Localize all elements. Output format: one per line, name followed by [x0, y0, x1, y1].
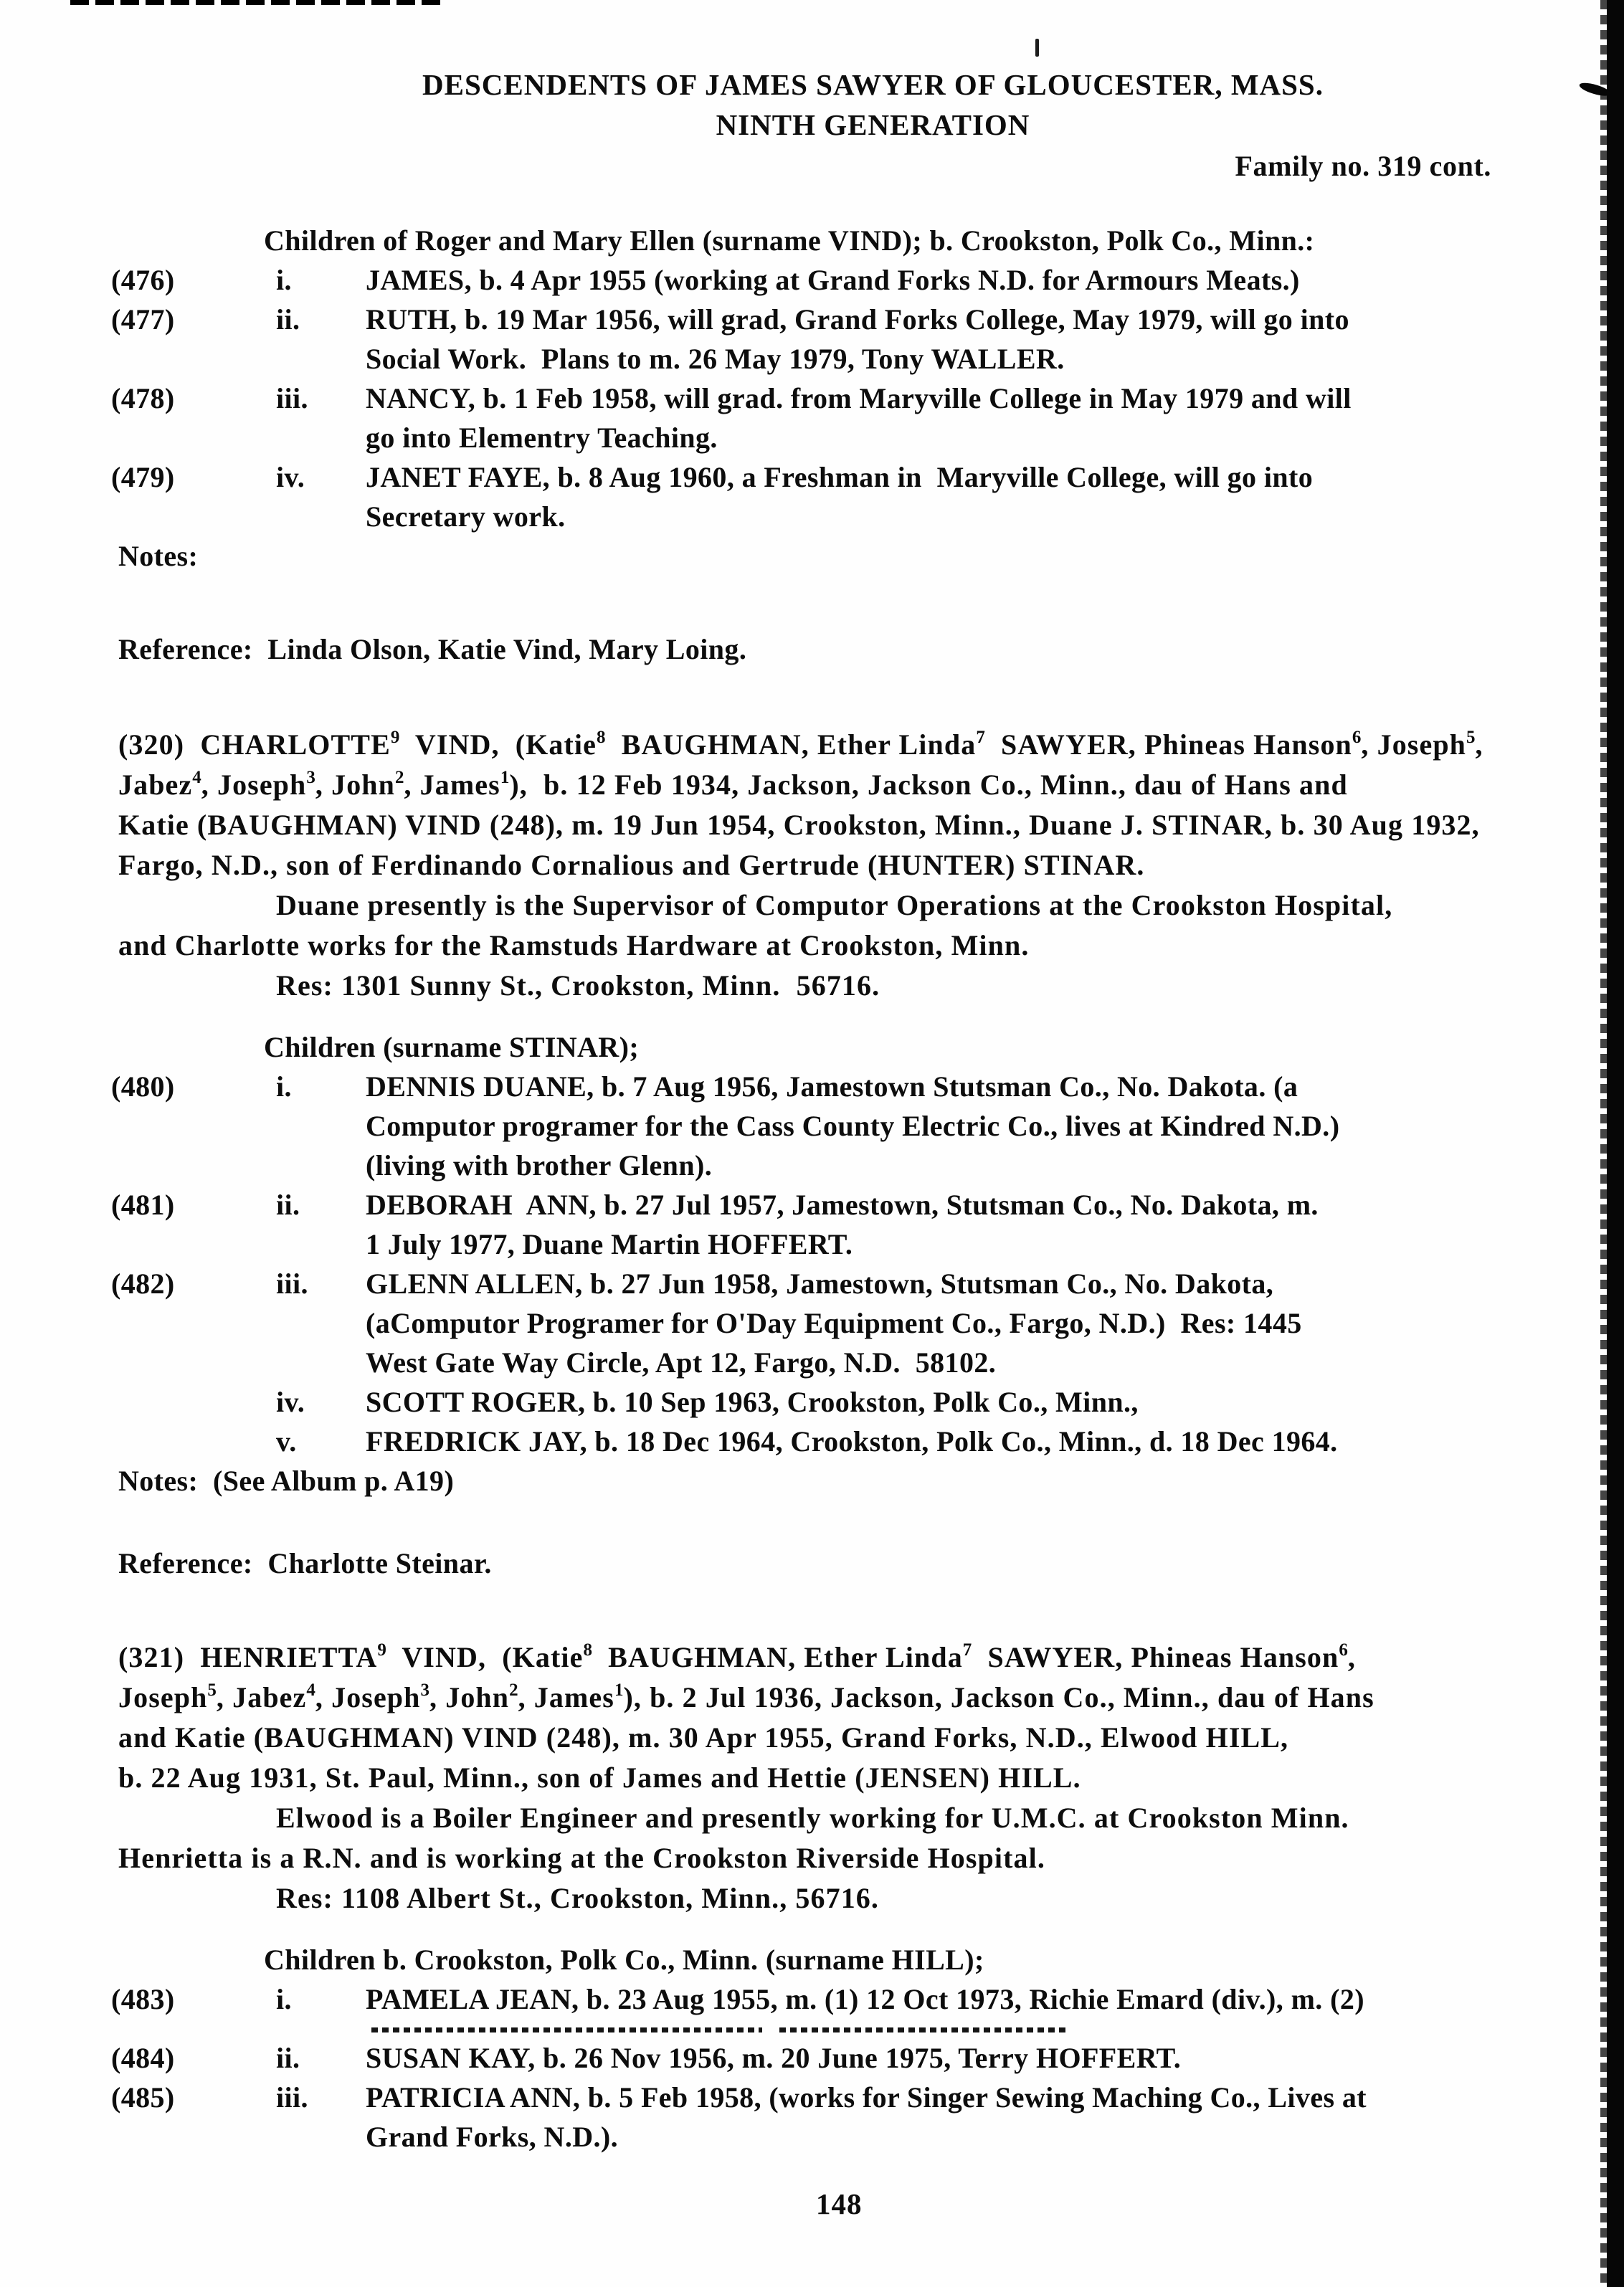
entry-roman: iii. [276, 2081, 308, 2114]
para-line: Elwood is a Boiler Engineer and presently working for U.M.C. at Crookston Minn. [276, 1802, 1349, 1834]
document-title-line2: NINTH GENERATION [716, 108, 1030, 141]
para-line: b. 22 Aug 1931, St. Paul, Minn., son of James and Hettie (JENSEN) HILL. [118, 1761, 1081, 1794]
entry-text: DENNIS DUANE, b. 7 Aug 1956, Jamestown Stutsman Co., No. Dakota. (a [366, 1070, 1298, 1103]
family-321-section [0, 1637, 1624, 2157]
child-entry-483 [0, 1979, 1624, 2019]
entry-roman: iii. [276, 382, 308, 414]
entry-number: (483) [111, 1983, 175, 2015]
entry-text: go into Elementry Teaching. [366, 422, 718, 454]
dash-segment [779, 2027, 1066, 2032]
entry-number: (485) [111, 2081, 175, 2114]
document-title-line1: DESCENDENTS OF JAMES SAWYER OF GLOUCESTER, MASS. [422, 68, 1324, 101]
entry-text: PAMELA JEAN, b. 23 Aug 1955, m. (1) 12 Oct 1973, Richie Emard (div.), m. (2) [366, 1983, 1364, 2015]
entry-text: SUSAN KAY, b. 26 Nov 1956, m. 20 June 1975, Terry HOFFERT. [366, 2042, 1182, 2074]
child-entry-476 [0, 260, 1624, 300]
child-entry-482 [0, 1264, 1624, 1382]
entry-text: SCOTT ROGER, b. 10 Sep 1963, Crookston, Polk Co., Minn., [366, 1386, 1139, 1418]
family-320-section [0, 725, 1624, 1583]
para-line: and Katie (BAUGHMAN) VIND (248), m. 30 Apr 1955, Grand Forks, N.D., Elwood HILL, [118, 1721, 1289, 1754]
para-line: Katie (BAUGHMAN) VIND (248), m. 19 Jun 1954, Crookston, Minn., Duane J. STINAR, b. 30 Aug 1932, [118, 809, 1480, 841]
scan-artifact-right-edge [1607, 0, 1624, 2287]
dash-segment [371, 2027, 762, 2032]
child-entry-484 [0, 2038, 1624, 2078]
entry-roman: i. [276, 264, 292, 296]
entry-text: DEBORAH ANN, b. 27 Jul 1957, Jamestown, Stutsman Co., No. Dakota, m. [366, 1189, 1319, 1221]
residence-line: Res: 1108 Albert St., Crookston, Minn., 56716. [276, 1882, 880, 1914]
child-entry-scott [0, 1382, 1624, 1422]
para-line: Duane presently is the Supervisor of Computor Operations at the Crookston Hospital, [276, 889, 1393, 921]
entry-roman: v. [276, 1425, 297, 1458]
entry-number: (482) [111, 1268, 175, 1300]
entry-number: (481) [111, 1189, 175, 1221]
child-entry-477 [0, 300, 1624, 379]
para-line: Joseph$^5$, Jabez$^4$, Joseph$^3$, John$^2$, James$^1$), b. 2 Jul 1936, Jackson, Jackson Co., Minn., dau of Hans [118, 1680, 1374, 1713]
entry-text: (living with brother Glenn). [366, 1149, 713, 1181]
child-entry-fredrick [0, 1422, 1624, 1461]
entry-roman: ii. [276, 2042, 300, 2074]
entry-number [111, 1422, 276, 1461]
para-line: Henrietta is a R.N. and is working at the Crookston Riverside Hospital. [118, 1842, 1045, 1874]
entry-number: (476) [111, 264, 175, 296]
entry-roman: i. [276, 1070, 292, 1103]
children-heading-321: Children b. Crookston, Polk Co., Minn. (surname HILL); [264, 1944, 984, 1976]
para-line: Jabez$^4$, Joseph$^3$, John$^2$, James$^1$), b. 12 Feb 1934, Jackson, Jackson Co., Minn., dau of Hans and [118, 768, 1348, 801]
entry-roman: i. [276, 1983, 292, 2015]
entry-text: RUTH, b. 19 Mar 1956, will grad, Grand Forks College, May 1979, will go into [366, 303, 1349, 336]
family-320-paragraph [0, 725, 1624, 1006]
entry-roman: iii. [276, 1268, 308, 1300]
entry-number: (484) [111, 2042, 175, 2074]
entry-text: JANET FAYE, b. 8 Aug 1960, a Freshman in Maryville College, will go into [366, 461, 1314, 493]
entry-number: (477) [111, 303, 175, 336]
child-entry-478 [0, 379, 1624, 457]
family-319-section [0, 221, 1624, 669]
children-list-320 [0, 1067, 1624, 1461]
family-321-paragraph [0, 1637, 1624, 1918]
entry-text: (aComputor Programer for O'Day Equipment Co., Fargo, N.D.) Res: 1445 [366, 1307, 1302, 1339]
child-entry-485 [0, 2078, 1624, 2157]
child-entry-481 [0, 1185, 1624, 1264]
reference-319: Reference: Linda Olson, Katie Vind, Mary Loing. [118, 633, 747, 665]
para-line: (320) CHARLOTTE$^9$ VIND, (Katie$^8$ BAUGHMAN, Ether Linda$^7$ SAWYER, Phineas Hanson$^6$, Joseph$^5$, [118, 728, 1483, 761]
entry-text: 1 July 1977, Duane Martin HOFFERT. [366, 1228, 853, 1260]
scan-artifact-speck [1035, 39, 1039, 57]
children-heading-320: Children (surname STINAR); [264, 1031, 640, 1063]
children-list-321 [0, 1979, 1624, 2157]
entry-number: (478) [111, 382, 175, 414]
entry-roman: iv. [276, 1386, 305, 1418]
entry-number [111, 1382, 276, 1422]
para-line: Fargo, N.D., son of Ferdinando Cornalious and Gertrude (HUNTER) STINAR. [118, 849, 1145, 881]
notes-label-319: Notes: [118, 540, 199, 572]
residence-line: Res: 1301 Sunny St., Crookston, Minn. 56716. [276, 969, 880, 1002]
entry-text: FREDRICK JAY, b. 18 Dec 1964, Crookston, Polk Co., Minn., d. 18 Dec 1964. [366, 1425, 1338, 1458]
child-entry-479 [0, 457, 1624, 536]
children-list-319 [0, 260, 1624, 536]
para-line: (321) HENRIETTA$^9$ VIND, (Katie$^8$ BAUGHMAN, Ether Linda$^7$ SAWYER, Phineas Hanson$^6$, [118, 1640, 1356, 1673]
reference-320: Reference: Charlotte Steinar. [118, 1547, 492, 1579]
notes-320: Notes: (See Album p. A19) [118, 1465, 455, 1497]
scan-artifact-top-edge [70, 0, 443, 5]
entry-text: JAMES, b. 4 Apr 1955 (working at Grand Forks N.D. for Armours Meats.) [366, 264, 1300, 296]
entry-text: Computor programer for the Cass County Electric Co., lives at Kindred N.D.) [366, 1110, 1340, 1142]
entry-roman: ii. [276, 1189, 300, 1221]
strikeout-dashes [371, 2027, 1624, 2032]
entry-roman: iv. [276, 461, 305, 493]
entry-text: West Gate Way Circle, Apt 12, Fargo, N.D. 58102. [366, 1346, 997, 1379]
entry-text: GLENN ALLEN, b. 27 Jun 1958, Jamestown, Stutsman Co., No. Dakota, [366, 1268, 1274, 1300]
entry-text: PATRICIA ANN, b. 5 Feb 1958, (works for Singer Sewing Maching Co., Lives at [366, 2081, 1367, 2114]
para-line: and Charlotte works for the Ramstuds Hardware at Crookston, Minn. [118, 929, 1030, 961]
entry-text: NANCY, b. 1 Feb 1958, will grad. from Maryville College in May 1979 and will [366, 382, 1352, 414]
child-entry-480 [0, 1067, 1624, 1185]
entry-number: (479) [111, 461, 175, 493]
entry-number: (480) [111, 1070, 175, 1103]
entry-text: Social Work. Plans to m. 26 May 1979, Tony WALLER. [366, 343, 1065, 375]
page-number: 148 [816, 2187, 863, 2220]
entry-text: Secretary work. [366, 500, 566, 533]
entry-roman: ii. [276, 303, 300, 336]
page-header [0, 0, 1624, 184]
children-heading-319: Children of Roger and Mary Ellen (surname VIND); b. Crookston, Polk Co., Minn.: [264, 224, 1315, 257]
entry-text: Grand Forks, N.D.). [366, 2121, 619, 2153]
family-number-note: Family no. 319 cont. [1235, 150, 1491, 182]
